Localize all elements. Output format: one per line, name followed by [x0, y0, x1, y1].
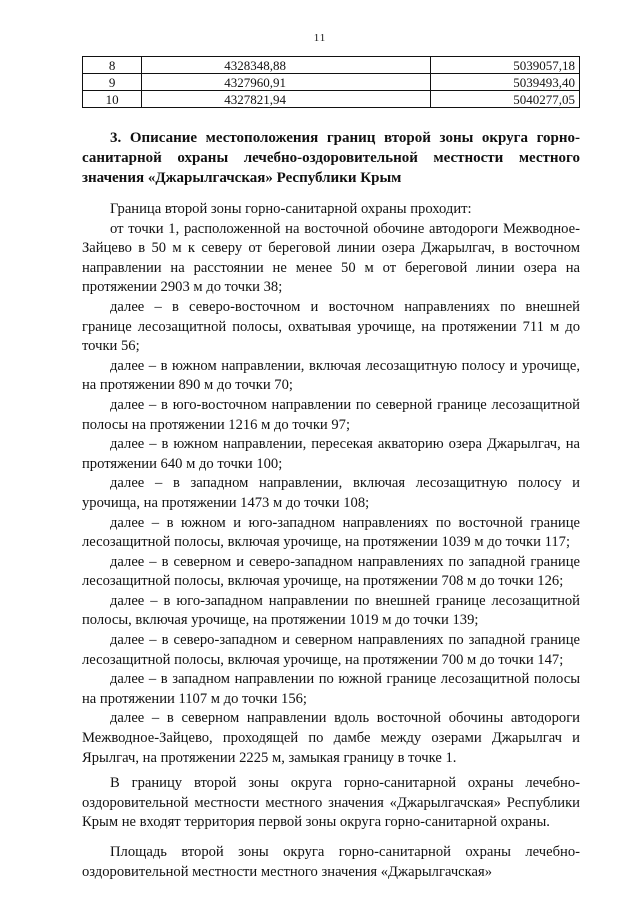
boundary-paragraph: далее – в западном направлении, включая лесозащитную полосу и урочища, на протяжении 1473 м до точки 108;	[82, 475, 580, 511]
table-row	[83, 74, 580, 91]
y-coordinate-cell: 5039493,40	[431, 74, 580, 91]
boundary-paragraph: далее – в западном направлении по южной границе лесозащитной полосы на протяжении 1107 м до точки 156;	[82, 671, 580, 707]
section-heading: 3. Описание местоположения границ второй зоны округа горно-санитарной охраны лечебно-оздоровительной местности местного значения «Джарылгачская» Республики Крым	[82, 130, 580, 186]
boundary-paragraph: далее – в юго-восточном направлении по северной границе лесозащитной полосы на протяжении 1216 м до точки 97;	[82, 396, 580, 433]
boundary-paragraph: далее – в северном и северо-западном направлениях по западной границе лесозащитной полосы, включая урочище, на протяжении 708 м до точки 126;	[82, 553, 580, 590]
x-coordinate-cell: 4327960,91	[142, 74, 431, 91]
y-coordinate-cell: 5040277,05	[431, 91, 580, 108]
boundary-paragraph: далее – в южном направлении, включая лесозащитную полосу и урочище, на протяжении 890 м до точки 70;	[82, 357, 580, 394]
y-coordinate-cell: 5039057,18	[431, 57, 580, 74]
boundary-paragraph: далее – в северном направлении вдоль восточной обочины автодороги Межводное-Зайцево, проходящей по дамбе между озерами Джарылгач и Ярылгач, на протяжении 2225 м, замыкая границу в точке 1.	[82, 710, 580, 766]
area-paragraph: Площадь второй зоны округа горно-санитарной охраны лечебно-оздоровительной местности местного значения «Джарылгачская»	[82, 844, 580, 880]
x-coordinate-cell: 4328348,88	[142, 57, 431, 74]
exclusion-paragraph: В границу второй зоны округа горно-санитарной охраны лечебно-оздоровительной местности местного значения «Джарылгачская» Республики Крым не входят территория первой зоны округа горно-санитарной охраны.	[82, 775, 580, 831]
boundary-paragraph: далее – в юго-западном направлении по внешней границе лесозащитной полосы, включая урочище, на протяжении 1019 м до точки 139;	[82, 592, 580, 629]
section-body	[82, 200, 580, 882]
boundary-paragraph: далее – в южном направлении, пересекая акваторию озера Джарылгач, на протяжении 640 м до точки 100;	[82, 436, 580, 472]
boundary-paragraph: далее – в северо-восточном и восточном направлениях по внешней границе лесозащитной полосы, охватывая урочище, на протяжении 711 м до точки 56;	[82, 298, 580, 355]
intro-paragraph: Граница второй зоны горно-санитарной охраны проходит:	[110, 201, 472, 217]
x-coordinate-cell: 4327821,94	[142, 91, 431, 108]
table-row	[83, 91, 580, 108]
boundary-paragraph: далее – в южном и юго-западном направлениях по восточной границе лесозащитной полосы, включая урочище, на протяжении 1039 м до точки 117;	[82, 514, 580, 551]
page-number: 11	[313, 32, 327, 44]
boundary-paragraph: от точки 1, расположенной на восточной обочине автодороги Межводное-Зайцево в 50 м к северу от береговой линии озера Джарылгач, в восточном направлении на расстоянии не менее 50 м от береговой линии озера на протяжении 2903 м до точки 38;	[82, 220, 580, 296]
point-number-cell: 10	[83, 91, 142, 108]
point-number-cell: 9	[83, 74, 142, 91]
point-number-cell: 8	[83, 57, 142, 74]
coordinates-table	[82, 56, 580, 108]
boundary-paragraph: далее – в северо-западном и северном направлениях по западной границе лесозащитной полосы, включая урочище, на протяжении 700 м до точки 147;	[82, 632, 580, 668]
table-row	[83, 57, 580, 74]
